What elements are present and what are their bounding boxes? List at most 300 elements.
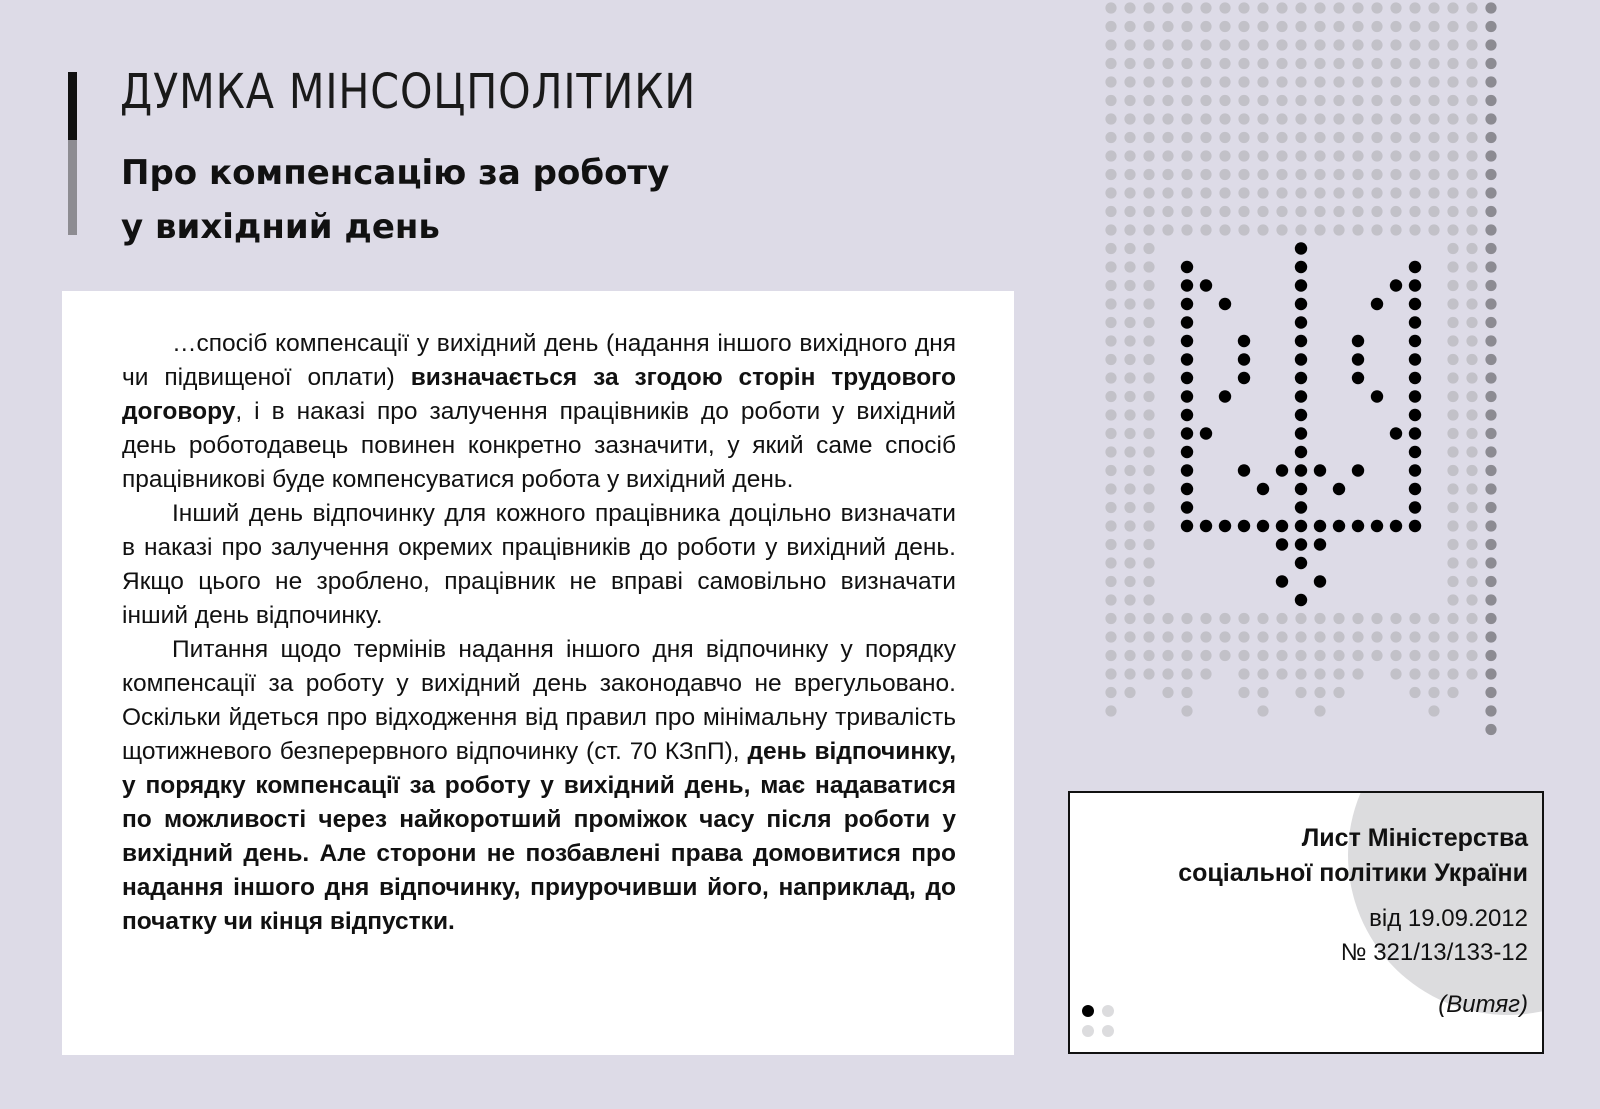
pattern-dot [1105, 39, 1116, 50]
pattern-dot [1371, 206, 1382, 217]
pattern-dot [1257, 631, 1268, 642]
bold-text-run: визначається за згодою сторін трудового договору [122, 364, 957, 425]
pattern-dot [1276, 613, 1287, 624]
pattern-dot [1143, 372, 1154, 383]
emblem-dot [1352, 353, 1364, 365]
pattern-dot [1162, 39, 1173, 50]
emblem-dot [1409, 298, 1421, 310]
pattern-dot [1409, 224, 1420, 235]
pattern-dot [1466, 502, 1477, 513]
pattern-dot [1352, 187, 1363, 198]
pattern-dot [1428, 668, 1439, 679]
pattern-dot [1105, 428, 1116, 439]
pattern-dot [1200, 613, 1211, 624]
pattern-dot [1124, 2, 1135, 13]
pattern-dot [1143, 668, 1154, 679]
pattern-dot [1333, 169, 1344, 180]
pattern-dot [1143, 187, 1154, 198]
pattern-dot [1143, 428, 1154, 439]
pattern-dot [1238, 39, 1249, 50]
pattern-dot [1200, 631, 1211, 642]
pattern-dot [1447, 317, 1458, 328]
source-reference-box [1068, 791, 1544, 1054]
emblem-dot [1181, 464, 1193, 476]
pattern-dot [1466, 317, 1477, 328]
pattern-dot [1295, 113, 1306, 124]
pattern-dot [1371, 113, 1382, 124]
pattern-dot [1200, 58, 1211, 69]
pattern-dot [1143, 446, 1154, 457]
pattern-dot [1200, 21, 1211, 32]
pattern-dot [1143, 169, 1154, 180]
pattern-dot [1181, 169, 1192, 180]
emblem-dot [1390, 520, 1402, 532]
pattern-dot [1447, 631, 1458, 642]
pattern-dot [1105, 132, 1116, 143]
pattern-dot [1143, 557, 1154, 568]
source-title-line-2: соціальної політики України [1178, 859, 1528, 887]
emblem-dot [1295, 298, 1307, 310]
pattern-dot [1162, 668, 1173, 679]
pattern-dot [1219, 39, 1230, 50]
pattern-dot [1219, 206, 1230, 217]
pattern-dot [1181, 206, 1192, 217]
emblem-dot [1181, 446, 1193, 458]
emblem-dot [1409, 372, 1421, 384]
pattern-dot [1219, 187, 1230, 198]
emblem-dot [1409, 279, 1421, 291]
pattern-dot [1295, 668, 1306, 679]
pattern-dot [1124, 132, 1135, 143]
pattern-dot [1447, 483, 1458, 494]
emblem-dot [1181, 316, 1193, 328]
pattern-dot [1466, 594, 1477, 605]
pattern-dot [1428, 705, 1439, 716]
emblem-dot [1295, 557, 1307, 569]
pattern-dot [1409, 650, 1420, 661]
pattern-dot [1257, 2, 1268, 13]
pattern-dot [1219, 224, 1230, 235]
pattern-dot [1447, 261, 1458, 272]
pattern-dot [1447, 169, 1458, 180]
pattern-dot [1200, 650, 1211, 661]
pattern-dot [1428, 132, 1439, 143]
pattern-dot [1105, 298, 1116, 309]
pattern-dot [1105, 95, 1116, 106]
pattern-dot [1124, 576, 1135, 587]
pattern-dot [1314, 169, 1325, 180]
pattern-dot [1466, 483, 1477, 494]
emblem-dot [1295, 279, 1307, 291]
emblem-dot [1238, 520, 1250, 532]
pattern-dot [1314, 95, 1325, 106]
pattern-dot [1105, 224, 1116, 235]
emblem-dot [1276, 538, 1288, 550]
pattern-dot [1352, 58, 1363, 69]
pattern-dot [1276, 187, 1287, 198]
pattern-dot [1447, 187, 1458, 198]
pattern-dot [1143, 132, 1154, 143]
pattern-dot [1219, 58, 1230, 69]
pattern-dot [1238, 150, 1249, 161]
pattern-dot [1485, 576, 1496, 587]
pattern-dot [1105, 2, 1116, 13]
pattern-dot [1162, 113, 1173, 124]
pattern-dot [1428, 76, 1439, 87]
pattern-dot [1485, 95, 1496, 106]
pattern-dot [1485, 724, 1496, 735]
pattern-dot [1181, 631, 1192, 642]
pattern-dot [1162, 132, 1173, 143]
emblem-dot [1371, 298, 1383, 310]
pattern-dot [1105, 576, 1116, 587]
pattern-dot [1409, 206, 1420, 217]
pattern-dot [1447, 594, 1458, 605]
pattern-dot [1466, 95, 1477, 106]
pattern-dot [1352, 169, 1363, 180]
pattern-dot [1105, 594, 1116, 605]
pattern-dot [1219, 2, 1230, 13]
pattern-dot [1352, 631, 1363, 642]
pattern-dot [1447, 298, 1458, 309]
pattern-dot [1485, 539, 1496, 550]
pattern-dot [1276, 206, 1287, 217]
pattern-dot [1238, 2, 1249, 13]
pattern-dot [1485, 594, 1496, 605]
pattern-dot [1466, 2, 1477, 13]
pattern-dot [1409, 187, 1420, 198]
emblem-dot [1295, 427, 1307, 439]
emblem-dot [1200, 520, 1212, 532]
emblem-dot [1181, 409, 1193, 421]
pattern-dot [1143, 409, 1154, 420]
pattern-dot [1428, 187, 1439, 198]
emblem-dot [1352, 464, 1364, 476]
pattern-dot [1466, 372, 1477, 383]
pattern-dot [1390, 150, 1401, 161]
pattern-dot [1162, 206, 1173, 217]
pattern-dot [1295, 39, 1306, 50]
pattern-dot [1333, 613, 1344, 624]
pattern-dot [1466, 650, 1477, 661]
pattern-dot [1105, 613, 1116, 624]
pattern-dot [1352, 21, 1363, 32]
pattern-dot [1181, 21, 1192, 32]
pattern-dot [1200, 668, 1211, 679]
pattern-dot [1466, 446, 1477, 457]
pattern-dot [1371, 631, 1382, 642]
pattern-dot [1143, 539, 1154, 550]
pattern-dot [1409, 113, 1420, 124]
pattern-dot [1447, 224, 1458, 235]
pattern-dot [1352, 113, 1363, 124]
pattern-dot [1409, 668, 1420, 679]
pattern-dot [1447, 21, 1458, 32]
emblem-dot [1295, 538, 1307, 550]
pattern-dot [1333, 95, 1344, 106]
pattern-dot [1105, 206, 1116, 217]
pattern-dot [1105, 21, 1116, 32]
pattern-dot [1105, 483, 1116, 494]
pattern-dot [1409, 21, 1420, 32]
pattern-dot [1295, 2, 1306, 13]
emblem-dot [1181, 279, 1193, 291]
pattern-dot [1485, 21, 1496, 32]
pattern-dot [1124, 224, 1135, 235]
pattern-dot [1485, 76, 1496, 87]
pattern-dot [1105, 354, 1116, 365]
pattern-dot [1276, 21, 1287, 32]
pattern-dot [1295, 613, 1306, 624]
pattern-dot [1428, 650, 1439, 661]
pattern-dot [1276, 631, 1287, 642]
pattern-dot [1200, 224, 1211, 235]
pattern-dot [1124, 187, 1135, 198]
emblem-dot [1295, 335, 1307, 347]
pattern-dot [1314, 21, 1325, 32]
pattern-dot [1409, 169, 1420, 180]
pattern-dot [1162, 224, 1173, 235]
pattern-dot [1238, 113, 1249, 124]
pattern-dot [1257, 132, 1268, 143]
emblem-dot [1352, 335, 1364, 347]
pattern-dot [1485, 132, 1496, 143]
pattern-dot [1276, 650, 1287, 661]
pattern-dot [1485, 613, 1496, 624]
pattern-dot [1466, 224, 1477, 235]
pattern-dot [1124, 687, 1135, 698]
emblem-dot [1409, 483, 1421, 495]
emblem-dot [1295, 316, 1307, 328]
pattern-dot [1485, 113, 1496, 124]
pattern-dot [1447, 113, 1458, 124]
pattern-dot [1314, 613, 1325, 624]
pattern-dot [1143, 113, 1154, 124]
pattern-dot [1143, 650, 1154, 661]
pattern-dot [1257, 150, 1268, 161]
pattern-dot [1428, 58, 1439, 69]
pattern-dot [1466, 668, 1477, 679]
pattern-dot [1447, 409, 1458, 420]
pattern-dot [1466, 21, 1477, 32]
pattern-dot [1162, 687, 1173, 698]
pattern-dot [1390, 613, 1401, 624]
pattern-dot [1447, 354, 1458, 365]
pattern-dot [1238, 187, 1249, 198]
pattern-dot [1485, 502, 1496, 513]
emblem-dot [1181, 483, 1193, 495]
pattern-dot [1162, 631, 1173, 642]
emblem-dot [1295, 409, 1307, 421]
pattern-dot [1105, 650, 1116, 661]
pattern-dot [1143, 298, 1154, 309]
dot-pattern-background [1105, 2, 1496, 735]
emblem-dot [1200, 279, 1212, 291]
pattern-dot [1447, 150, 1458, 161]
pattern-dot [1276, 2, 1287, 13]
emblem-dot [1409, 464, 1421, 476]
pattern-dot [1162, 21, 1173, 32]
emblem-dot [1181, 353, 1193, 365]
pattern-dot [1485, 520, 1496, 531]
pattern-dot [1371, 2, 1382, 13]
pattern-dot [1428, 631, 1439, 642]
pattern-dot [1333, 650, 1344, 661]
emblem-dot [1352, 520, 1364, 532]
pattern-dot [1257, 705, 1268, 716]
pattern-dot [1428, 206, 1439, 217]
paragraph-1 [122, 327, 956, 497]
pattern-dot [1124, 21, 1135, 32]
pattern-dot [1466, 187, 1477, 198]
pattern-dot [1295, 150, 1306, 161]
pattern-dot [1124, 95, 1135, 106]
pattern-dot [1447, 2, 1458, 13]
pattern-dot [1238, 58, 1249, 69]
pattern-dot [1238, 668, 1249, 679]
text-run: …спосіб компенсації у вихідний день (надання іншого вихідного дня чи підвищеної оплати) [122, 330, 956, 391]
pattern-dot [1200, 187, 1211, 198]
pattern-dot [1105, 372, 1116, 383]
pattern-dot [1257, 113, 1268, 124]
pattern-dot [1200, 2, 1211, 13]
pattern-dot [1105, 465, 1116, 476]
pattern-dot [1276, 150, 1287, 161]
emblem-dot [1276, 520, 1288, 532]
pattern-dot [1333, 39, 1344, 50]
pattern-dot [1143, 317, 1154, 328]
pattern-dot [1390, 95, 1401, 106]
pattern-dot [1352, 224, 1363, 235]
pattern-dot [1333, 21, 1344, 32]
pattern-dot [1371, 613, 1382, 624]
pattern-dot [1485, 428, 1496, 439]
pattern-dot [1390, 224, 1401, 235]
dot-icon [1102, 1025, 1114, 1037]
pattern-dot [1238, 687, 1249, 698]
pattern-dot [1428, 21, 1439, 32]
pattern-dot [1371, 76, 1382, 87]
emblem-dot [1295, 446, 1307, 458]
pattern-dot [1314, 150, 1325, 161]
pattern-dot [1105, 187, 1116, 198]
pattern-dot [1371, 150, 1382, 161]
pattern-dot [1485, 631, 1496, 642]
pattern-dot [1295, 187, 1306, 198]
pattern-dot [1105, 520, 1116, 531]
emblem-dot [1219, 390, 1231, 402]
pattern-dot [1390, 39, 1401, 50]
pattern-dot [1371, 187, 1382, 198]
pattern-dot [1124, 446, 1135, 457]
pattern-dot [1485, 354, 1496, 365]
paragraph-2 [122, 497, 956, 633]
emblem-dot [1295, 261, 1307, 273]
pattern-dot [1105, 631, 1116, 642]
pattern-dot [1276, 668, 1287, 679]
emblem-dot [1257, 520, 1269, 532]
emblem-dot [1181, 298, 1193, 310]
pattern-dot [1181, 113, 1192, 124]
pattern-dot [1485, 483, 1496, 494]
pattern-dot [1143, 206, 1154, 217]
pattern-dot [1105, 280, 1116, 291]
pattern-dot [1466, 280, 1477, 291]
pattern-dot [1447, 613, 1458, 624]
pattern-dot [1257, 21, 1268, 32]
pattern-dot [1257, 39, 1268, 50]
pattern-dot [1447, 95, 1458, 106]
pattern-dot [1428, 150, 1439, 161]
pattern-dot [1143, 58, 1154, 69]
pattern-dot [1124, 613, 1135, 624]
pattern-dot [1409, 58, 1420, 69]
emblem-dot [1314, 538, 1326, 550]
pattern-dot [1143, 354, 1154, 365]
pattern-dot [1352, 613, 1363, 624]
pattern-dot [1485, 39, 1496, 50]
pattern-dot [1485, 58, 1496, 69]
pattern-dot [1257, 58, 1268, 69]
text-run: Питання щодо термінів надання іншого дня відпочинку у порядку компенсації за роботу у вихідний день законодавчо не врегульовано. Оскільки йдеться про відходження від правил про мінімальну тривалість щотижневого безперервного відпочинку (ст. 70 КЗпП), [122, 636, 956, 765]
pattern-dot [1447, 576, 1458, 587]
pattern-dot [1238, 613, 1249, 624]
pattern-dot [1105, 687, 1116, 698]
emblem-dot [1295, 464, 1307, 476]
pattern-dot [1466, 465, 1477, 476]
pattern-dot [1276, 58, 1287, 69]
pattern-dot [1143, 39, 1154, 50]
pattern-dot [1409, 2, 1420, 13]
pattern-dot [1428, 169, 1439, 180]
pattern-dot [1485, 391, 1496, 402]
pattern-dot [1257, 613, 1268, 624]
article-excerpt-box [62, 291, 1014, 1055]
pattern-dot [1181, 668, 1192, 679]
pattern-dot [1200, 206, 1211, 217]
pattern-dot [1219, 21, 1230, 32]
pattern-dot [1428, 95, 1439, 106]
emblem-dot [1409, 446, 1421, 458]
pattern-dot [1162, 187, 1173, 198]
pattern-dot [1143, 502, 1154, 513]
pattern-dot [1466, 58, 1477, 69]
pattern-dot [1124, 354, 1135, 365]
pattern-dot [1447, 335, 1458, 346]
pattern-dot [1447, 502, 1458, 513]
pattern-dot [1124, 39, 1135, 50]
pattern-dot [1257, 206, 1268, 217]
emblem-dot [1409, 520, 1421, 532]
emblem-dot [1238, 372, 1250, 384]
pattern-dot [1314, 113, 1325, 124]
pattern-dot [1352, 206, 1363, 217]
emblem-dot [1295, 390, 1307, 402]
pattern-dot [1295, 224, 1306, 235]
pattern-dot [1447, 539, 1458, 550]
pattern-dot [1447, 372, 1458, 383]
emblem-dot [1181, 390, 1193, 402]
pattern-dot [1124, 465, 1135, 476]
pattern-dot [1466, 113, 1477, 124]
pattern-dot [1409, 39, 1420, 50]
pattern-dot [1105, 446, 1116, 457]
pattern-dot [1143, 483, 1154, 494]
pattern-dot [1143, 335, 1154, 346]
pattern-dot [1238, 650, 1249, 661]
pattern-dot [1238, 21, 1249, 32]
pattern-dot [1447, 687, 1458, 698]
